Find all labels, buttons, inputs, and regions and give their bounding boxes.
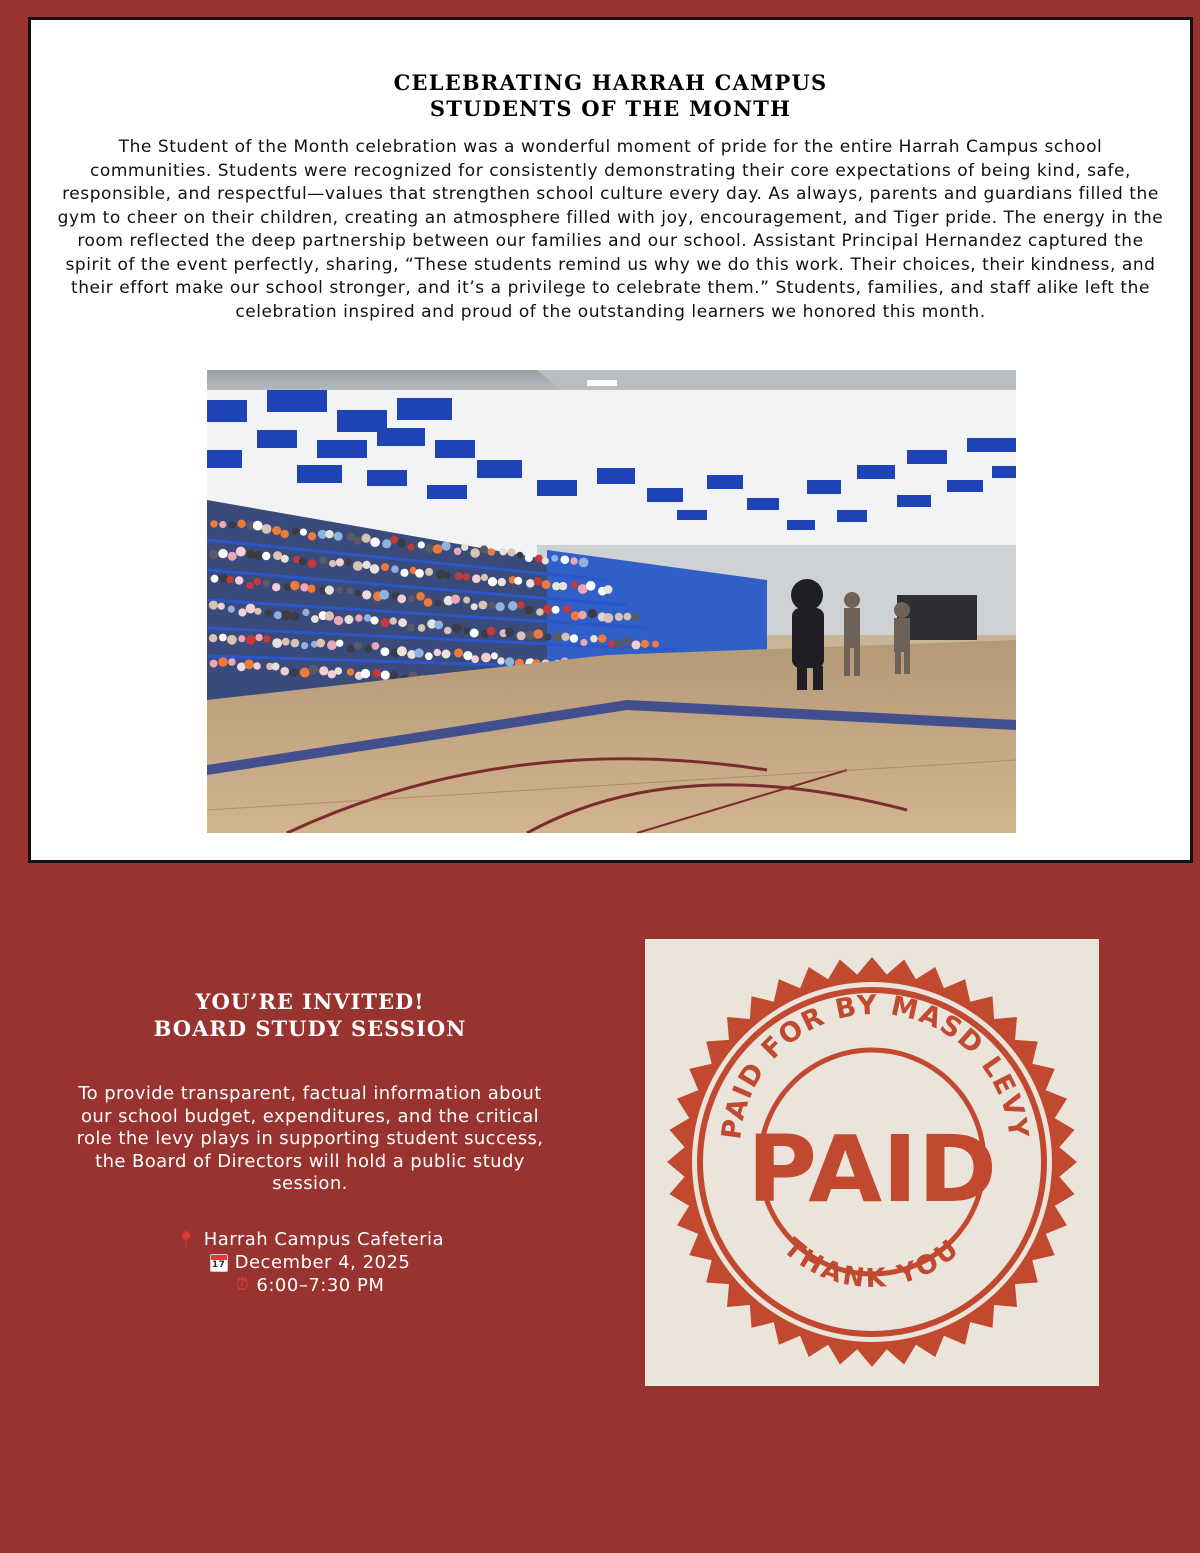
- crowd-person: [209, 634, 217, 642]
- crowd-person: [452, 624, 461, 633]
- crowd-person: [579, 558, 589, 568]
- crowd-person: [479, 601, 488, 610]
- crowd-person: [292, 527, 299, 534]
- invite-date: December 4, 2025: [234, 1252, 411, 1273]
- crowd-person: [505, 657, 514, 666]
- crowd-person: [370, 616, 378, 624]
- crowd-person: [373, 669, 381, 677]
- crowd-person: [561, 555, 570, 564]
- crowd-person: [316, 639, 325, 648]
- crowd-person: [652, 641, 659, 648]
- crowd-person: [363, 561, 371, 569]
- crowd-person: [451, 595, 460, 604]
- crowd-person: [272, 583, 280, 591]
- crowd-person: [632, 613, 640, 621]
- alarm-clock-icon: ⏰︎: [235, 1275, 250, 1295]
- crowd-person: [434, 621, 443, 630]
- crowd-person: [497, 657, 504, 664]
- crowd-person: [382, 539, 391, 548]
- crowd-person: [534, 629, 544, 639]
- crowd-person: [425, 652, 433, 660]
- crowd-person: [615, 613, 623, 621]
- crowd-person: [470, 629, 479, 638]
- crowd-person: [498, 578, 506, 586]
- crowd-person: [253, 521, 263, 531]
- crowd-person: [379, 590, 389, 600]
- crowd-person: [361, 669, 370, 678]
- crowd-person: [236, 547, 246, 557]
- crowd-person: [517, 631, 526, 640]
- crowd-person: [480, 545, 488, 553]
- crowd-person: [364, 614, 372, 622]
- crowd-person: [491, 652, 498, 659]
- crowd-person: [272, 526, 281, 535]
- crowd-person: [319, 666, 328, 675]
- crowd-person: [365, 645, 372, 652]
- crowd-person: [418, 624, 426, 632]
- crowd-person: [302, 609, 309, 616]
- crowd-person: [471, 603, 478, 610]
- crowd-person: [443, 571, 450, 578]
- crowd-person: [525, 606, 534, 615]
- crowd-person: [433, 544, 443, 554]
- crowd-person: [281, 610, 291, 620]
- crowd-person: [397, 594, 406, 603]
- crowd-person: [346, 645, 354, 653]
- crowd-person: [336, 558, 344, 566]
- crowd-person: [463, 573, 470, 580]
- paid-stamp: [645, 939, 1099, 1386]
- invite-title-line-2: BOARD STUDY SESSION: [153, 1016, 467, 1041]
- invite-date-row: [60, 1251, 560, 1274]
- crowd-person: [488, 577, 497, 586]
- crowd-person: [390, 536, 398, 544]
- crowd-person: [398, 618, 407, 627]
- stamp-arc-text: PAID FOR BY MASD LEVY: [716, 989, 1034, 1142]
- crowd-person: [542, 580, 551, 589]
- crowd-person: [381, 618, 390, 627]
- crowd-person: [598, 634, 606, 642]
- crowd-person: [327, 640, 337, 650]
- invite-details: [60, 1228, 560, 1297]
- crowd-person: [300, 583, 308, 591]
- crowd-person: [424, 598, 433, 607]
- crowd-person: [372, 642, 380, 650]
- crowd-person: [381, 671, 390, 680]
- article-title-line-1: CELEBRATING HARRAH CAMPUS: [393, 70, 828, 95]
- crowd-person: [536, 608, 544, 616]
- crowd-person: [210, 520, 217, 527]
- crowd-person: [244, 660, 254, 670]
- crowd-person: [265, 609, 273, 617]
- crowd-person: [228, 552, 237, 561]
- crowd-person: [272, 638, 282, 648]
- crowd-person: [481, 574, 488, 581]
- invite-time: 6:00–7:30 PM: [256, 1275, 385, 1296]
- crowd-person: [488, 548, 496, 556]
- crowd-person: [355, 614, 362, 621]
- crowd-person: [408, 595, 415, 602]
- crowd-person: [415, 569, 424, 578]
- crowd-person: [507, 548, 515, 556]
- invite-title: [60, 988, 560, 1042]
- crowd-person: [291, 639, 300, 648]
- crowd-person: [559, 582, 567, 590]
- invite-body: To provide transparent, factual information about our school budget, expenditures, and the critical role the levy plays in supporting student success, the Board of Directors will hold a public study session.: [76, 1083, 544, 1194]
- crowd-person: [505, 628, 514, 637]
- crowd-person: [487, 627, 496, 636]
- crowd-person: [434, 649, 441, 656]
- crowd-person: [641, 640, 649, 648]
- crowd-person: [211, 575, 219, 583]
- crowd-person: [571, 581, 578, 588]
- crowd-person: [551, 555, 558, 562]
- crowd-person: [381, 647, 390, 656]
- crowd-person: [534, 577, 542, 585]
- crowd-person: [247, 582, 254, 589]
- article-body: The Student of the Month celebration was a wonderful moment of pride for the entire Harrah Campus school communities. Students were recognized for consistently demonstrating their core expectations of being kind, safe, responsible, and respectful—values that strengthen school culture every day. As always, parents and guardians filled the gym to cheer on their children, creating an atmosphere filled with joy, encouragement, and Tiger pride. The energy in the room reflected the deep partnership between our families and our school. Assistant Principal Hernandez captured the spirit of the event perfectly, sharing, “These students remind us why we do this work. Their choices, their kindness, and their effort make our school stronger, and it’s a privilege to celebrate them.” Students, families, and staff alike left the celebration inspired and proud of the outstanding learners we honored this month.: [57, 137, 1164, 322]
- crowd-person: [238, 635, 245, 642]
- crowd-person: [300, 529, 307, 536]
- crowd-person: [263, 580, 270, 587]
- crowd-person: [254, 608, 261, 615]
- crowd-person: [272, 663, 280, 671]
- stamp-bottom-text: THANK YOU: [777, 1232, 967, 1295]
- crowd-person: [262, 552, 270, 560]
- crowd-person: [345, 558, 352, 565]
- crowd-person: [517, 601, 524, 608]
- crowd-person: [281, 555, 289, 563]
- crowd-person: [496, 602, 505, 611]
- crowd-person: [209, 550, 219, 560]
- crowd-person: [390, 617, 397, 624]
- crowd-person: [580, 639, 587, 646]
- crowd-person: [229, 521, 237, 529]
- crowd-person: [299, 558, 307, 566]
- crowd-person: [237, 520, 245, 528]
- crowd-person: [543, 605, 552, 614]
- crowd-person: [391, 565, 399, 573]
- crowd-person: [290, 581, 299, 590]
- crowd-person: [454, 548, 462, 556]
- crowd-person: [262, 524, 272, 534]
- crowd-person: [463, 651, 472, 660]
- invite-location-row: [60, 1228, 560, 1251]
- crowd-person: [471, 655, 479, 663]
- crowd-person: [418, 541, 425, 548]
- crowd-person: [347, 668, 354, 675]
- crowd-person: [289, 668, 298, 677]
- crowd-person: [307, 585, 315, 593]
- crowd-person: [514, 577, 522, 585]
- crowd-person: [246, 604, 256, 614]
- crowd-person: [263, 635, 271, 643]
- article-card: [28, 17, 1193, 863]
- crowd-person: [578, 611, 587, 620]
- crowd-person: [218, 603, 225, 610]
- crowd-person: [588, 609, 597, 618]
- crowd-person: [344, 615, 353, 624]
- crowd-person: [362, 534, 371, 543]
- crowd-person: [346, 587, 353, 594]
- crowd-person: [280, 667, 289, 676]
- calendar-icon: [210, 1254, 228, 1272]
- crowd-person: [400, 569, 408, 577]
- crowd-person: [209, 601, 218, 610]
- crowd-person: [590, 635, 597, 642]
- invite-title-line-1: YOU’RE INVITED!: [195, 989, 425, 1014]
- crowd-person: [442, 650, 451, 659]
- crowd-person: [397, 538, 406, 547]
- crowd-person: [227, 635, 237, 645]
- crowd-person: [586, 581, 596, 591]
- crowd-person: [390, 671, 398, 679]
- crowd-person: [508, 601, 518, 611]
- crowd-person: [614, 640, 623, 649]
- crowd-person: [238, 608, 246, 616]
- crowd-person: [219, 521, 226, 528]
- crowd-person: [282, 638, 290, 646]
- crowd-person: [246, 550, 255, 559]
- crowd-person: [354, 590, 361, 597]
- pin-icon: 📍︎: [175, 1229, 197, 1249]
- crowd-person: [290, 612, 299, 621]
- calendar-icon-day: 17: [211, 1259, 226, 1270]
- crowd-person: [526, 579, 535, 588]
- crowd-person: [311, 615, 319, 623]
- crowd-person: [407, 624, 415, 632]
- crowd-person: [604, 585, 613, 594]
- crowd-person: [455, 572, 463, 580]
- crowd-person: [408, 544, 415, 551]
- crowd-person: [425, 568, 433, 576]
- crowd-person: [370, 537, 380, 547]
- crowd-person: [552, 606, 560, 614]
- crowd-person: [253, 662, 260, 669]
- crowd-person: [335, 667, 343, 675]
- crowd-person: [354, 642, 362, 650]
- crowd-person: [472, 574, 481, 583]
- crowd-person: [622, 636, 631, 645]
- crowd-person: [542, 557, 549, 564]
- invite-time-row: [60, 1274, 560, 1297]
- stamp-center-text: PAID: [747, 1116, 997, 1223]
- crowd-person: [516, 552, 523, 559]
- crowd-person: [300, 668, 310, 678]
- crowd-person: [624, 613, 632, 621]
- crowd-person: [219, 634, 227, 642]
- crowd-person: [218, 657, 228, 667]
- crowd-person: [500, 548, 507, 555]
- crowd-person: [308, 559, 317, 568]
- crowd-person: [218, 549, 227, 558]
- crowd-person: [488, 602, 495, 609]
- crowd-person: [228, 658, 236, 666]
- crowd-person: [309, 665, 319, 675]
- crowd-person: [219, 574, 228, 583]
- crowd-person: [470, 548, 480, 558]
- crowd-person: [254, 578, 261, 585]
- crowd-person: [281, 530, 289, 538]
- crowd-person: [308, 532, 316, 540]
- crowd-person: [274, 611, 282, 619]
- crowd-person: [525, 554, 533, 562]
- article-title-line-2: STUDENTS OF THE MONTH: [429, 96, 792, 121]
- crowd-person: [226, 576, 233, 583]
- crowd-person: [414, 648, 423, 657]
- crowd-person: [301, 642, 308, 649]
- crowd-person: [553, 632, 562, 641]
- crowd-person: [329, 560, 336, 567]
- crowd-person: [354, 537, 362, 545]
- crowd-person: [561, 633, 569, 641]
- gym-photo: [207, 370, 1016, 833]
- crowd-person: [336, 586, 343, 593]
- crowd-person: [632, 640, 641, 649]
- article-title: [31, 70, 1190, 122]
- crowd-person: [397, 646, 407, 656]
- crowd-person: [353, 561, 363, 571]
- crowd-person: [434, 599, 442, 607]
- crowd-person: [603, 613, 613, 623]
- crowd-person: [334, 532, 343, 541]
- crowd-person: [416, 592, 425, 601]
- crowd-person: [246, 635, 256, 645]
- crowd-person: [325, 586, 334, 595]
- crowd-person: [210, 660, 218, 668]
- crowd-person: [544, 633, 551, 640]
- crowd-person: [336, 640, 343, 647]
- crowd-person: [570, 634, 578, 642]
- crowd-person: [334, 616, 343, 625]
- crowd-person: [454, 648, 463, 657]
- crowd-person: [228, 606, 235, 613]
- crowd-person: [325, 530, 333, 538]
- crowd-person: [535, 555, 543, 563]
- crowd-person: [235, 576, 243, 584]
- crowd-person: [362, 590, 371, 599]
- crowd-person: [273, 551, 282, 560]
- crowd-person: [381, 563, 389, 571]
- crowd-person: [463, 597, 470, 604]
- crowd-person: [442, 542, 451, 551]
- crowd-person: [481, 653, 491, 663]
- crowd-person: [255, 634, 262, 641]
- crowd-person: [319, 556, 327, 564]
- crowd-person: [563, 605, 571, 613]
- crowd-person: [444, 627, 452, 635]
- crowd-person: [570, 557, 577, 564]
- crowd-person: [370, 564, 380, 574]
- invite-location: Harrah Campus Cafeteria: [203, 1229, 445, 1250]
- crowd-person: [461, 544, 468, 551]
- crowd-person: [325, 611, 334, 620]
